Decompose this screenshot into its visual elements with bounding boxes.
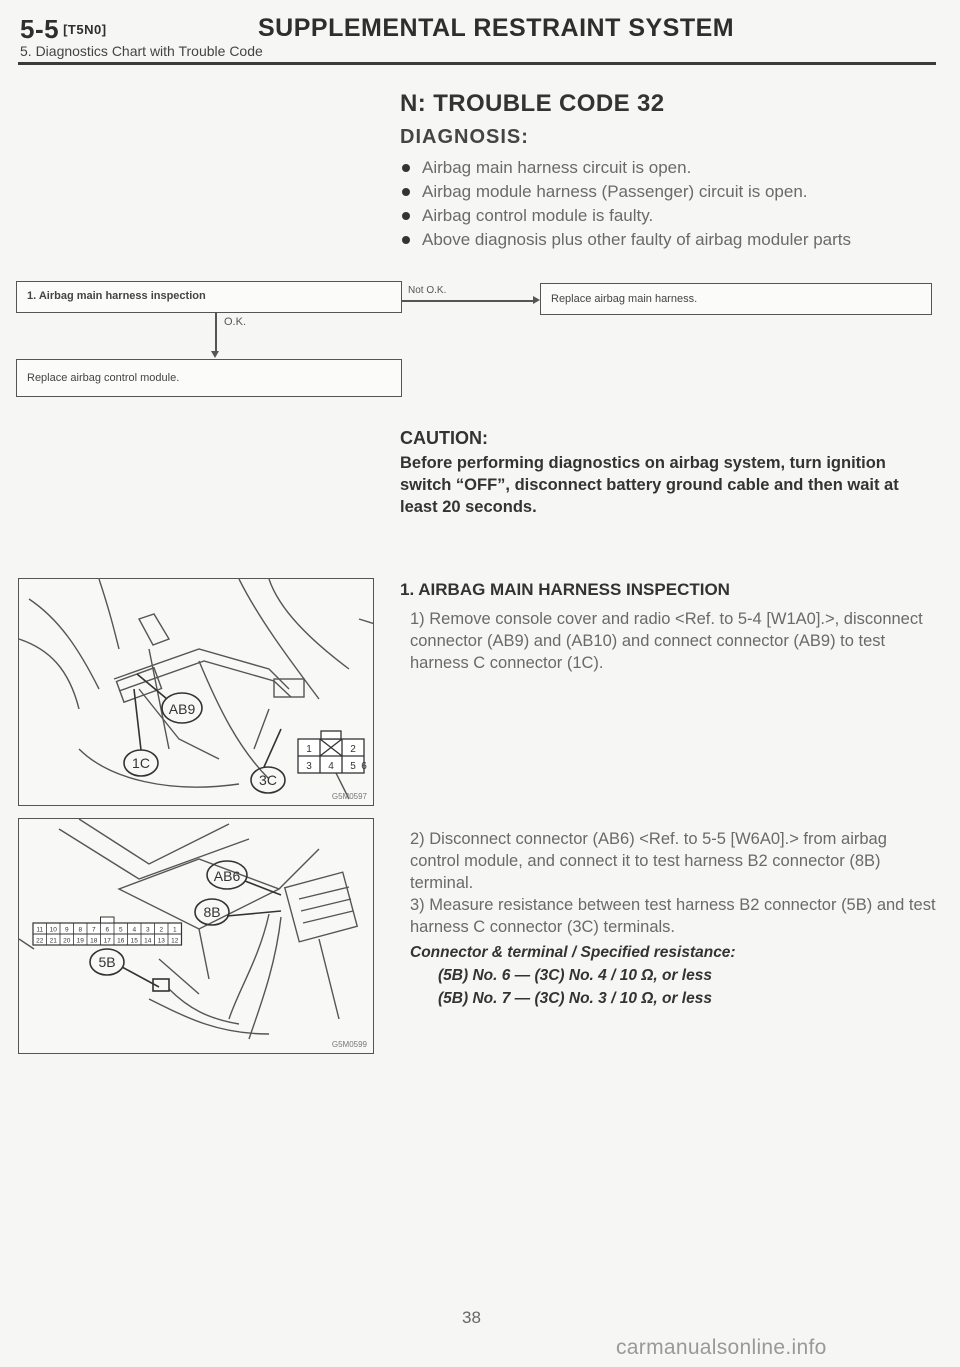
connector-pin: 7 [91, 926, 96, 934]
harness-illustration [19, 579, 374, 806]
connector-pin: 5 [350, 761, 356, 772]
connector-pin: 20 [63, 937, 71, 945]
connector-pin: 9 [64, 926, 69, 934]
connector-diagram [33, 917, 182, 945]
diagnosis-label: DIAGNOSIS: [400, 126, 529, 148]
flow-label-not-ok: Not O.K. [408, 285, 447, 296]
connector-pin: 11 [36, 926, 44, 934]
connector-pin: 3 [145, 926, 150, 934]
flow-box-replace-main-harness: Replace airbag main harness. [540, 283, 932, 315]
connector-pin: 16 [117, 937, 125, 945]
page-number: 38 [462, 1308, 481, 1327]
inspection-title: 1. AIRBAG MAIN HARNESS INSPECTION [400, 580, 730, 599]
connector-pin: 15 [130, 937, 138, 945]
section-ref: [T5N0] [63, 22, 107, 37]
inspection-step-2: 2) Disconnect connector (AB6) <Ref. to 5-5 [W6A0].> from airbag control module, and connect it to test harness B2 connector (8B) terminal. [410, 830, 887, 892]
connector-pin: 14 [144, 937, 152, 945]
connector-pin: 4 [328, 761, 334, 772]
connector-pin: 2 [159, 926, 164, 934]
flow-connector-not-ok [402, 300, 535, 302]
flow-label-ok: O.K. [224, 316, 247, 328]
section-code: 5-5 [T5N0] [20, 14, 107, 44]
figure-callout: 1C [132, 755, 150, 771]
diagnosis-item: Airbag control module is faulty. [400, 204, 940, 228]
inspection-step-1: 1) Remove console cover and radio <Ref. to 5-4 [W1A0].>, disconnect connector (AB9) and (AB10) and connect connector (AB9) to test harness C connector (1C). [410, 610, 923, 672]
connector-pin: 19 [76, 937, 84, 945]
connector-pin: 6 [105, 926, 110, 934]
connector-pin: 4 [132, 926, 137, 934]
spec-title: Connector & terminal / Specified resistance: [410, 944, 736, 961]
caution-text: Before performing diagnostics on airbag system, turn ignition switch “OFF”, disconnect battery ground cable and then wait at least 20 seconds. [400, 454, 899, 516]
figure-control-module [18, 818, 374, 1054]
spec-line-1: (5B) No. 6 — (3C) No. 4 / 10 Ω, or less [438, 967, 712, 984]
connector-pin: 18 [90, 937, 98, 945]
flow-connector-ok [215, 313, 217, 353]
diagnosis-item: Airbag module harness (Passenger) circuit is open. [400, 180, 940, 204]
caution-title: CAUTION: [400, 428, 488, 448]
inspection-step-3: 3) Measure resistance between test harness B2 connector (5B) and test harness C connector (3C) terminals. [410, 896, 936, 936]
flow-box-inspection: 1. Airbag main harness inspection [16, 281, 402, 313]
figure-callout: 8B [203, 904, 221, 920]
spec-line-2: (5B) No. 7 — (3C) No. 3 / 10 Ω, or less [438, 990, 712, 1007]
diagnosis-list [400, 156, 940, 252]
figure-main-harness [18, 578, 374, 806]
arrow-right-icon [533, 296, 540, 304]
connector-pin: 6 [361, 761, 367, 772]
connector-key [101, 917, 115, 923]
diagnosis-item: Airbag main harness circuit is open. [400, 156, 940, 180]
arrow-down-icon [211, 351, 219, 358]
figure-callout: AB9 [168, 701, 196, 717]
figure-callout: AB6 [213, 868, 241, 884]
connector-pin: 1 [172, 926, 177, 934]
connector-pin: 21 [49, 937, 57, 945]
watermark: carmanualsonline.info [616, 1336, 827, 1359]
connector-pin: 22 [36, 937, 44, 945]
connector-pin: 12 [171, 937, 179, 945]
connector-pin: 1 [306, 744, 312, 755]
connector-pin: 8 [78, 926, 83, 934]
connector-pin: 3 [306, 761, 312, 772]
connector-pin: 2 [350, 744, 356, 755]
figure-code: G5M0599 [331, 1040, 367, 1049]
connector-pin: 10 [49, 926, 57, 934]
page-subtitle: 5. Diagnostics Chart with Trouble Code [20, 43, 263, 59]
control-module-illustration [19, 819, 374, 1054]
header-rule [18, 62, 936, 65]
trouble-code-title: N: TROUBLE CODE 32 [400, 90, 665, 117]
connector-pin: 13 [157, 937, 165, 945]
diagnosis-item: Above diagnosis plus other faulty of airbag moduler parts [400, 228, 940, 252]
page-title: SUPPLEMENTAL RESTRAINT SYSTEM [258, 14, 735, 42]
flow-box-replace-control-module: Replace airbag control module. [16, 359, 402, 397]
connector-pin: 5 [118, 926, 123, 934]
figure-code: G5M0597 [331, 792, 367, 801]
figure-callout: 5B [98, 954, 116, 970]
connector-pin: 17 [103, 937, 111, 945]
figure-callout: 3C [259, 772, 277, 788]
